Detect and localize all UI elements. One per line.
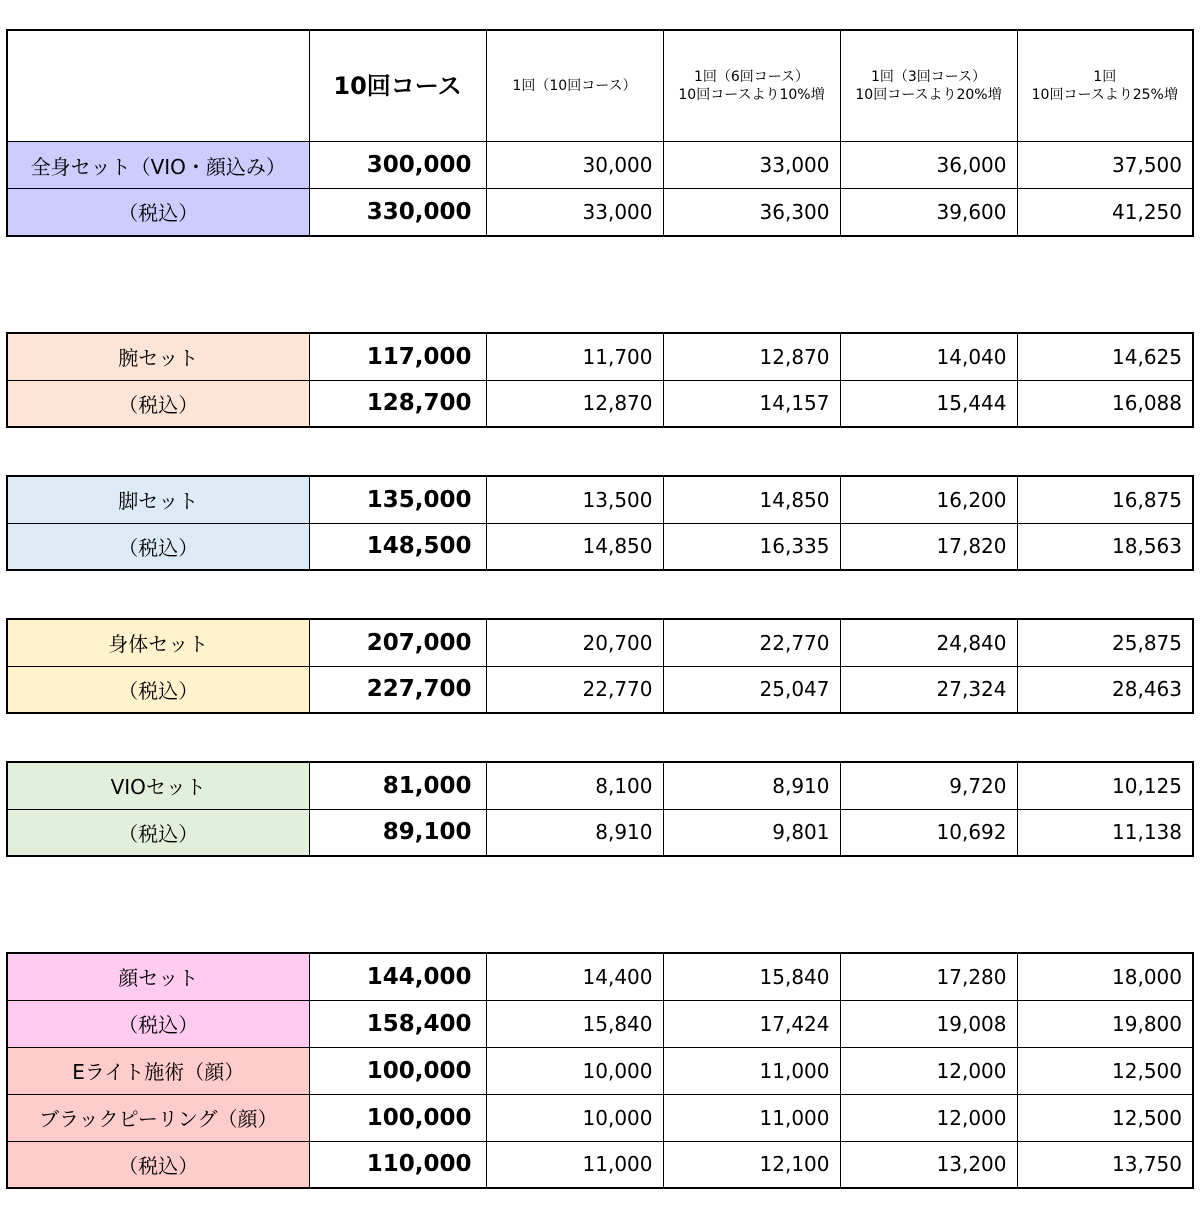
price-10-course: 227,700 (309, 666, 486, 713)
header-col3-line2: 10回コースより10%増 (678, 87, 825, 103)
table-row (7, 1000, 1193, 1047)
header-col3-line1: 1回（6回コース） (693, 69, 810, 85)
price-10-course: 110,000 (309, 1141, 486, 1188)
header-single-10-course: 1回（10回コース） (486, 30, 663, 142)
price-single-3-course: 39,600 (840, 189, 1017, 236)
price-10-course: 89,100 (309, 809, 486, 856)
price-single-10-course: 33,000 (486, 189, 663, 236)
price-single-6-course: 9,801 (663, 809, 840, 856)
price-single: 37,500 (1017, 142, 1193, 189)
price-single: 11,138 (1017, 809, 1193, 856)
price-10-course: 158,400 (309, 1000, 486, 1047)
row-label: 脚セット (7, 476, 309, 523)
table-row (7, 189, 1193, 236)
price-10-course: 128,700 (309, 380, 486, 427)
header-single-6-course (663, 30, 840, 142)
price-single-3-course: 17,820 (840, 523, 1017, 570)
price-single: 19,800 (1017, 1000, 1193, 1047)
price-single-10-course: 15,840 (486, 1000, 663, 1047)
price-single-10-course: 12,870 (486, 380, 663, 427)
table-row (7, 619, 1193, 666)
price-10-course: 135,000 (309, 476, 486, 523)
row-label: 腕セット (7, 333, 309, 380)
price-single-6-course: 14,157 (663, 380, 840, 427)
price-single-10-course: 8,100 (486, 762, 663, 809)
price-10-course: 117,000 (309, 333, 486, 380)
header-blank-cell (7, 30, 309, 142)
row-label: 全身セット（VIO・顔込み） (7, 142, 309, 189)
price-single-6-course: 22,770 (663, 619, 840, 666)
price-single-6-course: 12,100 (663, 1141, 840, 1188)
price-single-10-course: 20,700 (486, 619, 663, 666)
price-single-10-course: 14,850 (486, 523, 663, 570)
price-single-10-course: 10,000 (486, 1094, 663, 1141)
price-single: 12,500 (1017, 1094, 1193, 1141)
table-row (7, 1094, 1193, 1141)
price-single-3-course: 15,444 (840, 380, 1017, 427)
price-single-3-course: 17,280 (840, 953, 1017, 1000)
price-10-course: 300,000 (309, 142, 486, 189)
price-single: 14,625 (1017, 333, 1193, 380)
table-row (7, 523, 1193, 570)
price-single-10-course: 8,910 (486, 809, 663, 856)
price-10-course: 100,000 (309, 1094, 486, 1141)
price-single-6-course: 36,300 (663, 189, 840, 236)
row-label: （税込） (7, 380, 309, 427)
price-single-10-course: 14,400 (486, 953, 663, 1000)
price-single-10-course: 30,000 (486, 142, 663, 189)
price-single-3-course: 9,720 (840, 762, 1017, 809)
row-label: （税込） (7, 1141, 309, 1188)
table-row (7, 666, 1193, 713)
price-single-6-course: 11,000 (663, 1047, 840, 1094)
table-row (7, 1141, 1193, 1188)
price-10-course: 100,000 (309, 1047, 486, 1094)
price-single-10-course: 11,000 (486, 1141, 663, 1188)
price-single-3-course: 27,324 (840, 666, 1017, 713)
table-row (7, 1047, 1193, 1094)
price-single: 41,250 (1017, 189, 1193, 236)
price-single-6-course: 8,910 (663, 762, 840, 809)
price-single-6-course: 17,424 (663, 1000, 840, 1047)
price-single: 13,750 (1017, 1141, 1193, 1188)
header-10-course: 10回コース (309, 30, 486, 142)
price-single-6-course: 15,840 (663, 953, 840, 1000)
header-col4-line2: 10回コースより20%増 (855, 87, 1002, 103)
price-single-3-course: 24,840 (840, 619, 1017, 666)
row-label: （税込） (7, 809, 309, 856)
row-label: （税込） (7, 523, 309, 570)
header-col5-line2: 10回コースより25%増 (1031, 87, 1178, 103)
header-col4-line1: 1回（3回コース） (870, 69, 987, 85)
price-10-course: 148,500 (309, 523, 486, 570)
row-label: 顔セット (7, 953, 309, 1000)
price-10-course: 81,000 (309, 762, 486, 809)
price-table-ashi (6, 475, 1194, 571)
price-single: 25,875 (1017, 619, 1193, 666)
row-label: ブラックピーリング（顔） (7, 1094, 309, 1141)
table-row (7, 762, 1193, 809)
price-single-6-course: 25,047 (663, 666, 840, 713)
price-single-3-course: 36,000 (840, 142, 1017, 189)
table-row (7, 953, 1193, 1000)
price-single-3-course: 14,040 (840, 333, 1017, 380)
table-row (7, 476, 1193, 523)
price-table-shintai (6, 618, 1194, 714)
price-single: 16,875 (1017, 476, 1193, 523)
row-label: （税込） (7, 189, 309, 236)
price-single-6-course: 14,850 (663, 476, 840, 523)
price-table-ude (6, 332, 1194, 428)
table-row (7, 142, 1193, 189)
price-single-6-course: 33,000 (663, 142, 840, 189)
price-10-course: 330,000 (309, 189, 486, 236)
header-single (1017, 30, 1193, 142)
table-row (7, 333, 1193, 380)
row-label: （税込） (7, 1000, 309, 1047)
row-label: Eライト施術（顔） (7, 1047, 309, 1094)
row-label: VIOセット (7, 762, 309, 809)
price-10-course: 207,000 (309, 619, 486, 666)
price-single-10-course: 22,770 (486, 666, 663, 713)
price-single: 18,000 (1017, 953, 1193, 1000)
header-row (7, 30, 1193, 142)
header-single-3-course (840, 30, 1017, 142)
price-single-6-course: 16,335 (663, 523, 840, 570)
price-table-kao (6, 952, 1194, 1189)
price-table-vio (6, 761, 1194, 857)
price-single-6-course: 11,000 (663, 1094, 840, 1141)
price-single-10-course: 11,700 (486, 333, 663, 380)
price-single: 12,500 (1017, 1047, 1193, 1094)
price-single: 16,088 (1017, 380, 1193, 427)
price-single-3-course: 12,000 (840, 1094, 1017, 1141)
price-single-3-course: 19,008 (840, 1000, 1017, 1047)
row-label: 身体セット (7, 619, 309, 666)
price-single: 28,463 (1017, 666, 1193, 713)
price-single-3-course: 10,692 (840, 809, 1017, 856)
price-single-3-course: 12,000 (840, 1047, 1017, 1094)
price-table-zenshin (6, 29, 1194, 237)
price-single-10-course: 10,000 (486, 1047, 663, 1094)
price-single-6-course: 12,870 (663, 333, 840, 380)
price-single-3-course: 16,200 (840, 476, 1017, 523)
price-10-course: 144,000 (309, 953, 486, 1000)
price-single: 18,563 (1017, 523, 1193, 570)
table-row (7, 809, 1193, 856)
header-col5-line1: 1回 (1093, 69, 1117, 85)
price-single-10-course: 13,500 (486, 476, 663, 523)
table-row (7, 380, 1193, 427)
price-single: 10,125 (1017, 762, 1193, 809)
price-single-3-course: 13,200 (840, 1141, 1017, 1188)
row-label: （税込） (7, 666, 309, 713)
